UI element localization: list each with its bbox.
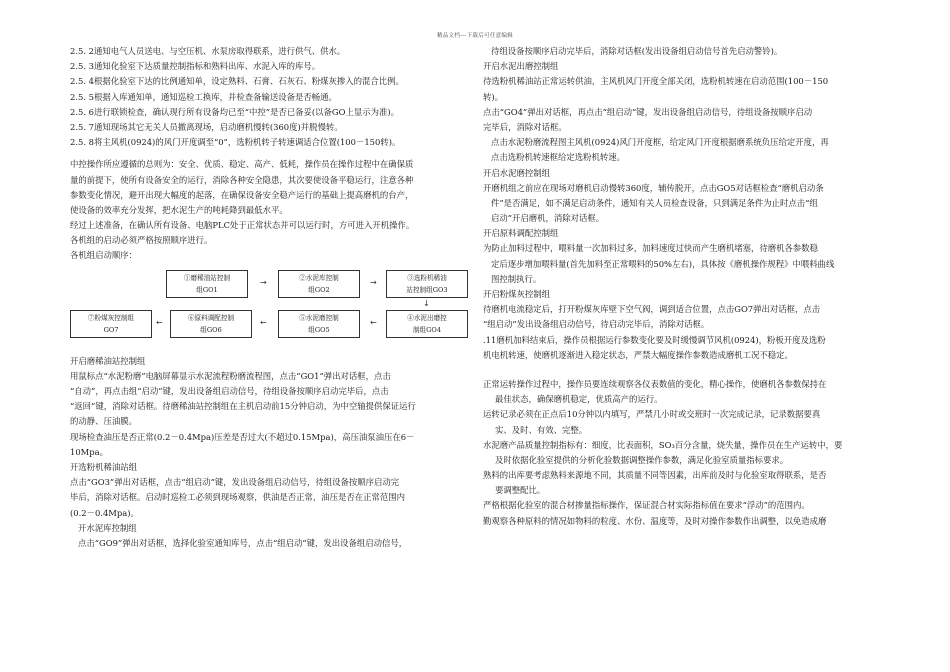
- paragraph-line: “组启动”发出设备组启动信号，待启动完毕后，消除对话框。: [483, 319, 710, 330]
- flow-box-go1: ①磨稀油站控制 组GO1: [166, 270, 248, 298]
- paragraph-line: 待组设备按顺序启动完毕后，消除对话框(发出设备组启动信号首先启动警铃)。: [491, 46, 783, 56]
- paragraph-line: 点击“GO9”弹出对话框，选择化验室通知库号，点击“组启动”键，发出设备组启动信号，: [78, 537, 408, 548]
- principle-text: 使设备的效率充分发挥，把水泥生产的吨耗降到最低水平。: [70, 204, 288, 215]
- paragraph-line: 点击水泥粉磨流程图主风机(0924)风门开度框，给定风门开度根据磨系统负压给定开度，再: [491, 137, 829, 148]
- paragraph-line: 点击选粉机转速框给定选粉机转速。: [491, 152, 625, 163]
- paragraph-line: 开磨机组之前应在现场对磨机启动慢转360度，辅传脱开，点击GO5对话框检查“磨机启动条: [483, 182, 824, 193]
- section-title: 开启水泥出磨控制组: [483, 61, 559, 72]
- flow-box-go6: ⑥原料调配控制 组GO6: [170, 310, 252, 338]
- paragraph-line: 水泥磨产品质量控制指标有：细度，比表面积，SO₃百分含量，烧失量，操作员在生产运转中，要: [483, 439, 843, 450]
- principle-text: 经过上述准备，在确认所有设备、电脑PLC处于正常状态并可以运行时，方可进入开机操作。: [70, 220, 415, 231]
- section-title: 开启原料调配控制组: [483, 228, 559, 239]
- paragraph-line: 严格根据化验室的混合材掺量指标操作，保证混合材实际指标值在要求“浮动”的范围内。: [483, 500, 810, 511]
- prep-step: 2.5. 7通知现场其它无关人员撤离现场，启动磨机慢转(360度)并脱慢转。: [70, 121, 343, 132]
- paragraph-line: 机电机转速，使磨机逐渐进入稳定状态，严禁大幅度操作参数造成磨机工况不稳定。: [483, 349, 793, 360]
- paragraph-line: “返回”键，消除对话框。待磨稀油站控制组在主机启动前15分钟启动，为中空轴提供保证运行: [70, 401, 416, 412]
- section-title: 开选粉机稀油站组: [70, 461, 137, 472]
- paragraph-line: 用鼠标点“水泥粉磨”电脑屏幕显示水泥流程粉磨流程图，点击“GO1”弹出对话框，点击: [70, 370, 391, 381]
- flow-box-go3: ③选粉机稀油 站控制组GO3: [386, 270, 468, 298]
- flow-box-go4: ④水泥出磨控 制组GO4: [386, 310, 468, 338]
- arrow-right-icon: →: [370, 277, 377, 287]
- arrow-left-icon: ←: [260, 317, 267, 327]
- flow-box-go7: ⑦粉煤灰控制组 GO7: [70, 310, 152, 338]
- paragraph-line: 熟料的出库要考虑熟料来源地不同，其质量不同等因素，出库前及时与化验室取得联系，是否: [483, 470, 827, 481]
- paragraph-line: (0.2－0.4Mpa)。: [70, 507, 139, 518]
- flow-box-go5: ⑤水泥磨控制 组GO5: [278, 310, 360, 338]
- paragraph-line: 实、及时、有效、完整。: [495, 424, 588, 435]
- startup-flow-diagram: [70, 268, 468, 352]
- section-title: 开启粉煤灰控制组: [483, 289, 550, 299]
- right-column: [483, 44, 883, 529]
- arrow-right-icon: →: [260, 277, 267, 287]
- paragraph-line: 待磨机电流稳定后，打开粉煤灰库壁下空气阀，调到适合位置，点击GO7弹出对话框，点击: [483, 304, 821, 315]
- principle-text: 参数变化情况，避开出现大幅度的起落，在确保设备安全稳产运行的基础上提高磨机的台产，: [70, 189, 414, 200]
- paragraph-line: 运转记录必须在正点后10分钟以内填写，严禁几小时或交班时一次完成记录，记录数据要真: [483, 409, 821, 420]
- paragraph-line: 图控制执行。: [491, 273, 542, 284]
- startup-order-label: 各机组启动顺序：: [70, 250, 137, 261]
- paragraph-line: 为防止加料过程中，喂料量一次加料过多，加料速度过快而产生磨机堵塞，待磨机各参数稳: [483, 243, 818, 254]
- section-title: 开启水泥磨控制组: [483, 167, 550, 178]
- paragraph-line: 定后逐步增加喂料量(首先加料至正常喂料的50%左右)，具体按《磨机操作规程》中喂料曲线: [491, 258, 835, 269]
- principle-text: 量的前提下，使所有设备安全的运行，消除各种安全隐患，其次要使设备平稳运行，注意各种: [70, 174, 414, 185]
- paragraph-line: 10Mpa。: [70, 446, 108, 457]
- principle-text: 中控操作所应遵循的总则为：安全、优质、稳定、高产、低耗，操作员在操作过程中在确保质: [70, 159, 414, 170]
- paragraph-line: 完毕后，消除对话框。: [483, 121, 567, 132]
- paragraph-line: 的动静、压油膜。: [70, 416, 137, 427]
- arrow-left-icon: ←: [370, 317, 377, 327]
- page-header: 精品文档---下载后可任意编辑: [436, 33, 514, 39]
- prep-step: 2.5. 5根据入库通知单，通知巡检工换库，并检查备输送设备是否畅通。: [70, 91, 337, 102]
- paragraph-line: 转)。: [483, 91, 504, 102]
- arrow-down-icon: ↓: [423, 298, 430, 308]
- paragraph-line: 勤观察各种原料的情况如物料的粒度、水份、温度等，及时对操作参数作出调整，以免造成磨: [483, 515, 827, 526]
- flow-box-go2: ②水泥库控制 组GO2: [278, 270, 360, 298]
- paragraph-line: 现场检查油压是否正常(0.2－0.4Mpa)压差是否过大(不超过0.15Mpa)，高压油泵油压在6－: [70, 431, 415, 442]
- paragraph-line: 及时依据化验室提供的分析化验数据调整操作参数，满足化验室质量指标要求。: [495, 454, 789, 465]
- paragraph-line: “自动”，再点击组“启动”键，发出设备组启动信号，待组设备按顺序启动完毕后，点击: [70, 386, 389, 396]
- paragraph-line: 最佳状态，确保磨机稳定，优质高产的运行。: [495, 394, 663, 405]
- prep-step: 2.5. 3通知化验室下达质量控制指标和熟料出库、水泥入库的库号。: [70, 61, 321, 72]
- prep-step: 2.5. 6进行联锁检查，确认现行所有设备均已至“中控”是否已备妥(以备GO上显示为准)。: [70, 106, 399, 117]
- paragraph-line: 启动”开启磨机，消除对话框。: [491, 213, 605, 224]
- principle-text: 各机组的启动必须严格按照顺序进行。: [70, 235, 213, 246]
- paragraph-line: 待选粉机稀油站正常运转供油，主风机风门开度全部关闭，选粉机转速在启动范围(100－150: [483, 76, 829, 87]
- section-title: 开水泥库控制组: [78, 522, 137, 533]
- paragraph-line: 点击“GO3”弹出对话框，点击“组启动”键，发出设备组启动信号，待组设备按顺序启动完: [70, 477, 400, 488]
- left-column: [70, 44, 468, 551]
- paragraph-line: 正常运转操作过程中，操作员要连续观察各仪表数值的变化，精心操作，使磨机各参数保持在: [483, 378, 827, 389]
- arrow-left-icon: ←: [156, 317, 163, 327]
- paragraph-line: .11磨机加料结束后，操作员根据运行参数变化要及时缓慢调节风机(0924)，粉板开度及选粉: [483, 334, 826, 345]
- prep-step: 2.5. 4根据化验室下达的比例通知单，设定熟料、石膏、石灰石、粉煤灰掺入的混合比例。: [70, 76, 404, 87]
- paragraph-line: 毕后，消除对话框。启动时巡检工必须到现场观察，供油是否正常，油压是否在正常范围内: [70, 492, 405, 503]
- section-title: 开启磨稀油站控制组: [70, 355, 146, 366]
- prep-step: 2.5. 2通知电气人员送电、与空压机、水泵房取得联系，进行供气、供水。: [70, 46, 346, 56]
- paragraph-line: 点击“GO4”弹出对话框，再点击“组启动”键，发出设备组启动信号，待组设备按顺序启动: [483, 106, 813, 117]
- prep-step: 2.5. 8将主风机(0924)的风门开度调至“0”，选粉机转子转速调适合位置(100－150转)。: [70, 137, 401, 148]
- paragraph-line: 要调整配比。: [495, 485, 546, 496]
- paragraph-line: 件”是否满足，如不满足启动条件，通知有关人员检查设备，只到满足条件为止时点击“组: [491, 197, 818, 208]
